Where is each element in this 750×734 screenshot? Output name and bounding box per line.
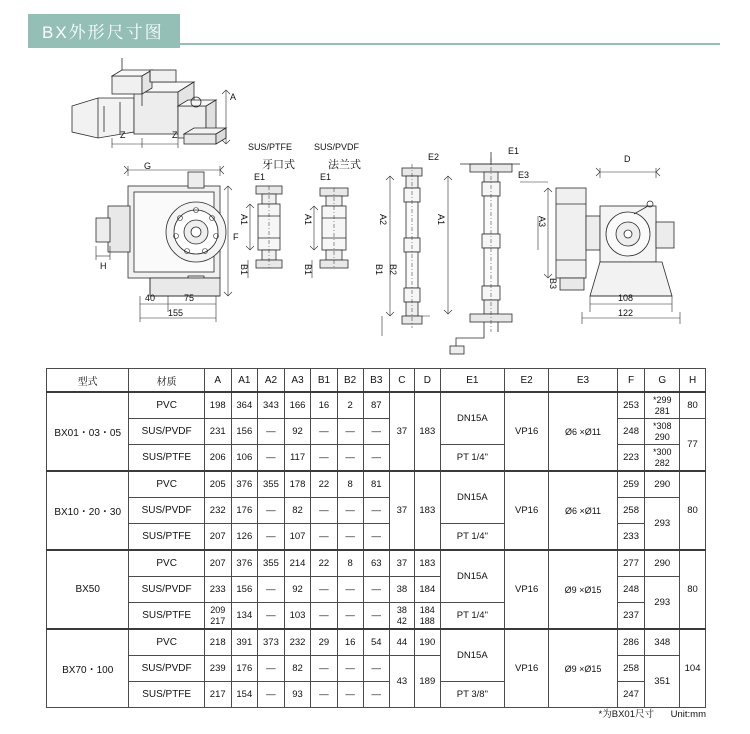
cell-model: BX70・100 [47, 629, 129, 708]
sus-pvdf-flange-valve [320, 188, 348, 268]
cell-E3: Ø6 ×Ø11 [549, 471, 618, 550]
cell-A: 198 [204, 392, 231, 419]
title-underline [28, 43, 720, 45]
table-header [47, 369, 706, 393]
cell-F: 277 [617, 550, 644, 577]
dim-label-A1-pvdf: A1 [303, 214, 313, 226]
cell-E3: Ø6 ×Ø11 [549, 392, 618, 471]
cell-C [389, 603, 414, 630]
dim-label-B2-col: B2 [388, 264, 398, 276]
cell-F: 258 [617, 498, 644, 524]
cell-B2: — [337, 656, 363, 682]
cell-G [645, 419, 680, 445]
cell-F: 233 [617, 524, 644, 551]
cell-B1: — [311, 682, 337, 708]
cell-G-line1: *308 [652, 421, 672, 432]
table-row [47, 550, 706, 577]
cell-C: 44 [389, 629, 414, 656]
cell-B3: — [363, 603, 389, 630]
cell-G-line2: 282 [654, 457, 670, 468]
cell-A-line2: 217 [210, 615, 226, 626]
cell-material: PVC [129, 392, 205, 419]
cell-E1: DN15A [440, 550, 504, 603]
cell-H: 77 [680, 419, 706, 472]
dim-label-D: D [624, 154, 631, 164]
cell-D-line1: 184 [419, 605, 435, 616]
cell-C: 37 [389, 550, 414, 577]
cell-E2: VP16 [505, 471, 549, 550]
dim-label-A1-ptfe: A1 [239, 214, 249, 226]
cell-B3: — [363, 419, 389, 445]
cell-A3: 103 [284, 603, 311, 630]
cell-B2: — [337, 682, 363, 708]
cell-E1: DN15A [440, 471, 504, 524]
side-view-pump [556, 188, 674, 296]
cell-G: 351 [645, 656, 680, 708]
cell-A3: 82 [284, 656, 311, 682]
cell-A: 206 [204, 445, 231, 472]
cell-A3: 93 [284, 682, 311, 708]
cell-A2: — [258, 498, 285, 524]
footnote-note: *为BX01尺寸 [598, 709, 654, 720]
col-header-A3: A3 [284, 369, 311, 393]
cell-A1: 376 [231, 550, 258, 577]
col-header-B3: B3 [363, 369, 389, 393]
cell-B2: 8 [337, 471, 363, 498]
dimension-drawing [0, 46, 750, 356]
cell-material: SUS/PTFE [129, 524, 205, 551]
dim-label-E2: E2 [428, 152, 440, 162]
cell-E2: VP16 [505, 392, 549, 471]
label-sus-pvdf: SUS/PVDF [314, 142, 360, 152]
cell-B3: 81 [363, 471, 389, 498]
cell-D: 190 [414, 629, 440, 656]
dim-label-40: 40 [145, 293, 156, 303]
cell-H: 80 [680, 392, 706, 419]
table-row [47, 629, 706, 656]
cell-material: SUS/PVDF [129, 656, 205, 682]
cell-G: 293 [645, 577, 680, 630]
cell-A1: 156 [231, 577, 258, 603]
cell-A2: — [258, 419, 285, 445]
drawing-svg [0, 46, 750, 356]
cell-D-line2: 188 [419, 615, 435, 626]
footnote-unit: Unit:mm [670, 709, 706, 720]
cell-A3: 178 [284, 471, 311, 498]
cell-A1: 106 [231, 445, 258, 472]
cell-F: 248 [617, 419, 644, 445]
dim-label-B1-ptfe: B1 [239, 264, 249, 276]
valve-column-a1 [450, 152, 520, 354]
cell-D: 183 [414, 471, 440, 550]
cell-A3: 232 [284, 629, 311, 656]
cell-material: SUS/PVDF [129, 577, 205, 603]
cell-E1: DN15A [440, 629, 504, 682]
cell-G: 290 [645, 471, 680, 498]
cell-B1: 29 [311, 629, 337, 656]
page-title: BX外形尺寸图 [28, 14, 180, 48]
cell-A-line1: 209 [210, 605, 226, 616]
cell-A1: 391 [231, 629, 258, 656]
cell-A1: 176 [231, 498, 258, 524]
cell-A1: 376 [231, 471, 258, 498]
cell-A3: 166 [284, 392, 311, 419]
dim-label-A-top: A [230, 92, 237, 102]
cell-A: 232 [204, 498, 231, 524]
dim-label-G: G [144, 161, 152, 171]
cell-G [645, 445, 680, 472]
col-header-D: D [414, 369, 440, 393]
table-body [47, 392, 706, 708]
cell-B2: — [337, 524, 363, 551]
cell-A3: 92 [284, 577, 311, 603]
cell-A2: — [258, 682, 285, 708]
cell-B3: — [363, 656, 389, 682]
dim-label-A3: A3 [537, 216, 547, 228]
cell-G-line1: *299 [652, 395, 672, 406]
dim-label-A2: A2 [378, 214, 388, 226]
col-header-type: 型式 [47, 369, 129, 393]
cell-G: 290 [645, 550, 680, 577]
cell-A: 233 [204, 577, 231, 603]
cell-material: PVC [129, 629, 205, 656]
cell-C: 37 [389, 392, 414, 471]
cell-B2: — [337, 577, 363, 603]
cell-A1: 176 [231, 656, 258, 682]
label-ya-kou-shi: 牙口式 [262, 159, 295, 171]
cell-D: 183 [414, 392, 440, 471]
dim-label-108: 108 [618, 293, 634, 303]
dim-label-B3: B3 [548, 278, 558, 290]
label-sus-ptfe: SUS/PTFE [248, 142, 293, 152]
cell-A2: 373 [258, 629, 285, 656]
col-header-G: G [645, 369, 680, 393]
cell-B1: 16 [311, 392, 337, 419]
cell-A: 239 [204, 656, 231, 682]
cell-G [645, 392, 680, 419]
cell-A1: 364 [231, 392, 258, 419]
label-fa-lan-shi: 法兰式 [328, 159, 361, 171]
table-row [47, 392, 706, 419]
col-header-B2: B2 [337, 369, 363, 393]
cell-B3: — [363, 445, 389, 472]
cell-H: 104 [680, 629, 706, 708]
table-header-row [47, 369, 706, 393]
cell-B1: — [311, 445, 337, 472]
cell-F: 237 [617, 603, 644, 630]
valve-column-a2 [402, 164, 422, 328]
dim-label-122: 122 [618, 308, 634, 318]
cell-E1: PT 1/4" [440, 524, 504, 551]
cell-material: PVC [129, 471, 205, 498]
cell-B3: — [363, 682, 389, 708]
cell-A1: 156 [231, 419, 258, 445]
cell-material: SUS/PVDF [129, 419, 205, 445]
col-header-F: F [617, 369, 644, 393]
dim-label-E1-pvdf: E1 [320, 172, 332, 182]
dim-label-E3: E3 [518, 170, 530, 180]
cell-C: 37 [389, 471, 414, 550]
col-header-material: 材质 [129, 369, 205, 393]
cell-A2: 355 [258, 550, 285, 577]
dim-label-E1-ptfe: E1 [254, 172, 266, 182]
cell-A: 231 [204, 419, 231, 445]
cell-B3: 63 [363, 550, 389, 577]
cell-B3: 87 [363, 392, 389, 419]
cell-A2: 355 [258, 471, 285, 498]
cell-material: SUS/PTFE [129, 445, 205, 472]
dim-label-Z-right: Z [172, 130, 178, 140]
cell-A2: — [258, 603, 285, 630]
cell-material: SUS/PTFE [129, 682, 205, 708]
cell-C-line1: 38 [396, 605, 407, 616]
dim-label-155: 155 [168, 308, 184, 318]
cell-D [414, 603, 440, 630]
cell-B3: — [363, 498, 389, 524]
col-header-E1: E1 [440, 369, 504, 393]
cell-C: 43 [389, 656, 414, 708]
front-view-pump [96, 172, 226, 296]
cell-E1: PT 1/4" [440, 445, 504, 472]
cell-A2: — [258, 656, 285, 682]
cell-G-line2: 290 [654, 431, 670, 442]
cell-F: 258 [617, 656, 644, 682]
cell-F: 259 [617, 471, 644, 498]
dim-label-75: 75 [184, 293, 195, 303]
cell-A3: 82 [284, 498, 311, 524]
cell-G-line1: *300 [652, 447, 672, 458]
cell-A3: 107 [284, 524, 311, 551]
cell-A2: — [258, 445, 285, 472]
col-header-B1: B1 [311, 369, 337, 393]
col-header-A: A [204, 369, 231, 393]
page-header [28, 14, 720, 44]
cell-G-line2: 281 [654, 405, 670, 416]
cell-F: 253 [617, 392, 644, 419]
cell-C: 38 [389, 577, 414, 603]
cell-A: 218 [204, 629, 231, 656]
cell-model: BX50 [47, 550, 129, 629]
cell-material: PVC [129, 550, 205, 577]
cell-F: 286 [617, 629, 644, 656]
cell-E1: PT 3/8" [440, 682, 504, 708]
cell-B2: — [337, 445, 363, 472]
cell-E1: PT 1/4" [440, 603, 504, 630]
cell-A: 207 [204, 524, 231, 551]
cell-B1: — [311, 577, 337, 603]
cell-B1: 22 [311, 471, 337, 498]
cell-B3: — [363, 524, 389, 551]
col-header-C: C [389, 369, 414, 393]
dim-label-B1-col: B1 [374, 264, 384, 276]
cell-E2: VP16 [505, 629, 549, 708]
specification-table [46, 368, 706, 708]
col-header-H: H [680, 369, 706, 393]
cell-E2: VP16 [505, 550, 549, 629]
top-view-pump [72, 58, 226, 144]
cell-B1: — [311, 524, 337, 551]
cell-A1: 134 [231, 603, 258, 630]
cell-B2: — [337, 498, 363, 524]
cell-B2: 8 [337, 550, 363, 577]
cell-F: 223 [617, 445, 644, 472]
cell-A [204, 603, 231, 630]
cell-D: 184 [414, 577, 440, 603]
cell-B2: — [337, 419, 363, 445]
cell-A: 205 [204, 471, 231, 498]
cell-A2: 343 [258, 392, 285, 419]
cell-E3: Ø9 ×Ø15 [549, 550, 618, 629]
table-row [47, 471, 706, 498]
cell-G: 293 [645, 498, 680, 551]
cell-B2: 2 [337, 392, 363, 419]
col-header-A2: A2 [258, 369, 285, 393]
cell-F: 248 [617, 577, 644, 603]
cell-B1: — [311, 419, 337, 445]
cell-G: 348 [645, 629, 680, 656]
cell-A1: 126 [231, 524, 258, 551]
cell-A2: — [258, 577, 285, 603]
cell-B2: 16 [337, 629, 363, 656]
table-footnote [599, 706, 706, 720]
cell-material: SUS/PVDF [129, 498, 205, 524]
dim-label-B1-pvdf: B1 [303, 264, 313, 276]
col-header-E2: E2 [505, 369, 549, 393]
cell-A1: 154 [231, 682, 258, 708]
cell-E1: DN15A [440, 392, 504, 445]
cell-A3: 117 [284, 445, 311, 472]
col-header-A1: A1 [231, 369, 258, 393]
dim-label-E1-tall: E1 [508, 146, 520, 156]
dim-label-A1-tall: A1 [436, 214, 446, 226]
cell-A: 207 [204, 550, 231, 577]
dim-label-Z-left: Z [120, 130, 126, 140]
dim-label-H: H [100, 261, 107, 271]
cell-F: 247 [617, 682, 644, 708]
dim-label-F: F [233, 232, 239, 242]
col-header-E3: E3 [549, 369, 618, 393]
cell-A3: 92 [284, 419, 311, 445]
cell-B1: 22 [311, 550, 337, 577]
cell-D: 183 [414, 550, 440, 577]
cell-H: 80 [680, 471, 706, 550]
cell-A3: 214 [284, 550, 311, 577]
cell-B1: — [311, 656, 337, 682]
cell-E3: Ø9 ×Ø15 [549, 629, 618, 708]
cell-material: SUS/PTFE [129, 603, 205, 630]
cell-C-line2: 42 [396, 615, 407, 626]
cell-B1: — [311, 498, 337, 524]
cell-H: 80 [680, 550, 706, 629]
cell-D: 189 [414, 656, 440, 708]
sus-ptfe-valve [256, 186, 282, 268]
cell-model: BX10・20・30 [47, 471, 129, 550]
cell-A2: — [258, 524, 285, 551]
cell-A: 217 [204, 682, 231, 708]
cell-model: BX01・03・05 [47, 392, 129, 471]
cell-B3: 54 [363, 629, 389, 656]
cell-B1: — [311, 603, 337, 630]
cell-B2: — [337, 603, 363, 630]
cell-B3: — [363, 577, 389, 603]
